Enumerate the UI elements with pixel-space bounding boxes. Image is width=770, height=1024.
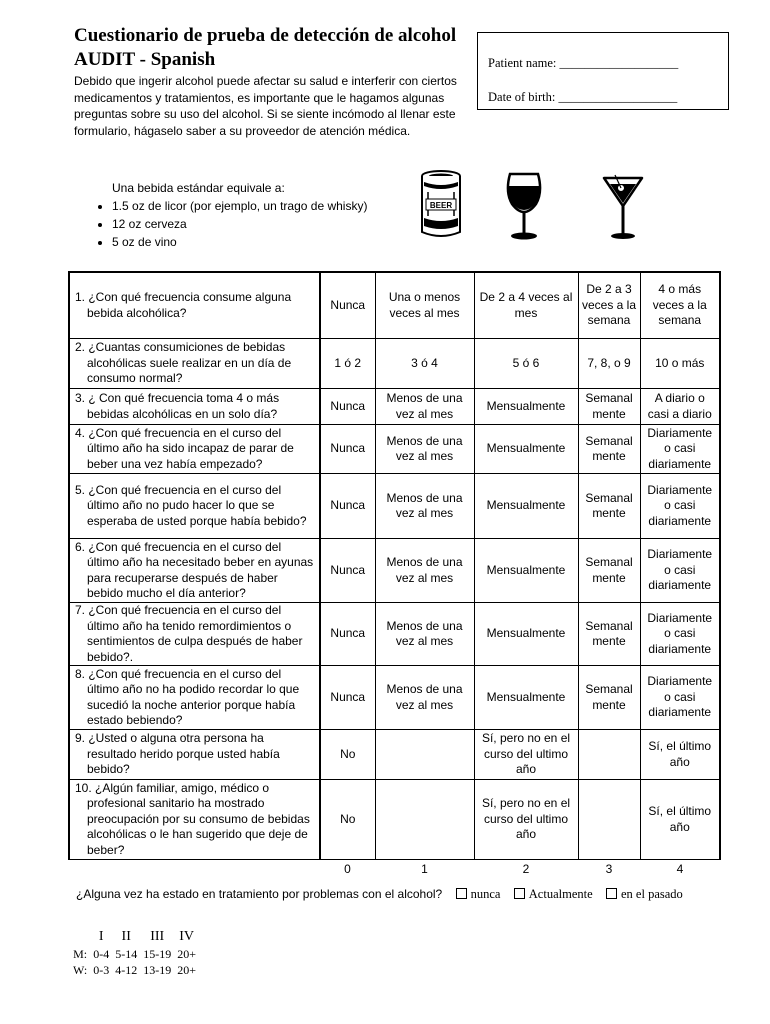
answer-option (578, 730, 640, 780)
patient-info-box (477, 32, 729, 110)
answer-option[interactable]: 5 ó 6 (474, 339, 578, 389)
answer-option[interactable]: 10 o más (640, 339, 720, 389)
answer-option[interactable]: De 2 a 4 veces al mes (474, 272, 578, 339)
answer-option (578, 780, 640, 860)
answer-option[interactable]: Menos de una vez al mes (375, 474, 474, 539)
answer-option[interactable]: Diariamente o casi diariamente (640, 539, 720, 603)
answer-option[interactable]: Menos de una vez al mes (375, 603, 474, 666)
treatment-option-never[interactable]: nunca (456, 887, 501, 901)
beer-can-icon (418, 168, 464, 242)
answer-option[interactable]: 4 o más veces a la semana (640, 272, 720, 339)
answer-option[interactable]: De 2 a 3 veces a la semana (578, 272, 640, 339)
checkbox[interactable] (606, 888, 617, 899)
question-row (69, 339, 720, 389)
date-of-birth-field[interactable]: Date of birth: ___________________ (488, 90, 678, 104)
answer-option[interactable]: Semanal mente (578, 603, 640, 666)
answer-option[interactable]: Mensualmente (474, 425, 578, 474)
treatment-option-past[interactable]: en el pasado (606, 887, 683, 901)
answer-option[interactable]: Diariamente o casi diariamente (640, 474, 720, 539)
question-row (69, 603, 720, 666)
checkbox[interactable] (514, 888, 525, 899)
question-text: 5. ¿Con qué frecuencia en el curso del último año no pudo hacer lo que se esperaba de usted porque había bebido? (75, 482, 307, 528)
answer-option[interactable]: Sí, pero no en el curso del ultimo año (474, 730, 578, 780)
answer-option (375, 730, 474, 780)
answer-option (375, 780, 474, 860)
question-text-cell (69, 389, 320, 425)
wine-glass-icon (503, 170, 545, 242)
answer-option[interactable]: 3 ó 4 (375, 339, 474, 389)
answer-option[interactable]: No (320, 730, 375, 780)
answer-option[interactable]: Sí, el último año (640, 780, 720, 860)
answer-option[interactable]: Diariamente o casi diariamente (640, 425, 720, 474)
question-row (69, 666, 720, 730)
answer-option[interactable]: 7, 8, o 9 (578, 339, 640, 389)
zone-header: II (121, 929, 131, 944)
question-row (69, 272, 720, 339)
answer-option[interactable]: Nunca (320, 603, 375, 666)
scale-row-men: M: 0-4 5-14 15-19 20+ (70, 946, 199, 962)
score-spacer (69, 860, 320, 879)
answer-option[interactable]: Diariamente o casi diariamente (640, 666, 720, 730)
page-title: Cuestionario de prueba de detección de alcohol AUDIT - Spanish (74, 25, 457, 70)
answer-option[interactable]: Mensualmente (474, 474, 578, 539)
question-text: 2. ¿Cuantas consumiciones de bebidas alcohólicas suele realizar en un día de consumo normal? (75, 340, 292, 386)
question-text: 1. ¿Con qué frecuencia consume alguna bebida alcohólica? (75, 290, 292, 320)
cocktail-glass-icon (601, 172, 645, 242)
standard-drink-section (92, 179, 367, 251)
score-value: 3 (605, 862, 613, 877)
answer-option[interactable]: 1 ó 2 (320, 339, 375, 389)
answer-option[interactable]: Nunca (320, 539, 375, 603)
checkbox[interactable] (456, 888, 467, 899)
answer-option[interactable]: Nunca (320, 425, 375, 474)
risk-zone-scale (70, 929, 199, 978)
list-item: • 1.5 oz de licor (por ejemplo, un trago de whisky) (112, 197, 367, 215)
zone-header: IV (179, 929, 194, 944)
answer-option[interactable]: Mensualmente (474, 539, 578, 603)
answer-option[interactable]: No (320, 780, 375, 860)
question-text: 4. ¿Con qué frecuencia en el curso del último año ha sido incapaz de parar de beber una vez había empezado? (75, 425, 294, 471)
answer-option[interactable]: Semanal mente (578, 474, 640, 539)
question-text-cell (69, 339, 320, 389)
score-value: 2 (522, 862, 530, 877)
question-text-cell (69, 474, 320, 539)
answer-option[interactable]: Nunca (320, 272, 375, 339)
answer-option[interactable]: Semanal mente (578, 666, 640, 730)
answer-option[interactable]: Semanal mente (578, 425, 640, 474)
answer-option[interactable]: Mensualmente (474, 666, 578, 730)
treatment-question-text: ¿Alguna vez ha estado en tratamiento por problemas con el alcohol? (76, 887, 443, 901)
beer-can-label: BEER (429, 201, 453, 210)
score-value: 4 (676, 862, 684, 877)
answer-option[interactable]: Mensualmente (474, 389, 578, 425)
score-row (69, 860, 720, 879)
question-text-cell (69, 666, 320, 730)
answer-option[interactable]: Una o menos veces al mes (375, 272, 474, 339)
question-text: 3. ¿ Con qué frecuencia toma 4 o más bebidas alcohólicas en un solo día? (75, 391, 280, 421)
answer-option[interactable]: Nunca (320, 666, 375, 730)
treatment-option-currently[interactable]: Actualmente (514, 887, 593, 901)
question-row (69, 780, 720, 860)
answer-option[interactable]: Mensualmente (474, 603, 578, 666)
question-text: 8. ¿Con qué frecuencia en el curso del último año no ha podido recordar lo que sucedió la noche anterior porque había estado bebiendo? (75, 666, 300, 727)
patient-name-field[interactable]: Patient name: ___________________ (488, 56, 679, 70)
score-value: 0 (344, 862, 351, 877)
answer-option[interactable]: Menos de una vez al mes (375, 539, 474, 603)
zone-header: III (150, 929, 165, 944)
row-label: W: (73, 963, 88, 977)
question-row (69, 474, 720, 539)
question-text: 9. ¿Usted o alguna otra persona ha resultado herido porque usted había bebido? (75, 731, 280, 777)
answer-option[interactable]: Semanal mente (578, 539, 640, 603)
question-row (69, 425, 720, 474)
question-row (69, 730, 720, 780)
intro-paragraph: Debido que ingerir alcohol puede afectar su salud e interferir con ciertos medicamentos y tratamientos, es importante que le hagamos algunas preguntas sobre su uso del alcohol. Si se siente incómodo al llenar este formulario, hágaselo saber a su proveedor de atención médica. (74, 74, 457, 138)
question-text: 10. ¿Algún familiar, amigo, médico o profesional sanitario ha mostrado preocupación por su consumo de bebidas alcohólicas o le han sugerido que deje de beber? (75, 780, 310, 857)
question-text-cell (69, 780, 320, 860)
answer-option[interactable]: Nunca (320, 474, 375, 539)
question-text-cell (69, 730, 320, 780)
answer-option[interactable]: Sí, el último año (640, 730, 720, 780)
scale-row-women: W: 0-3 4-12 13-19 20+ (70, 962, 199, 978)
question-row (69, 389, 720, 425)
question-text: 6. ¿Con qué frecuencia en el curso del último año ha necesitado beber en ayunas para recuperarse después de haber bebido mucho el día anterior? (75, 539, 314, 600)
row-label: M: (73, 947, 88, 961)
question-text-cell (69, 603, 320, 666)
question-row (69, 539, 720, 603)
zone-header: I (98, 929, 104, 944)
answer-option[interactable]: Menos de una vez al mes (375, 389, 474, 425)
answer-option[interactable]: A diario o casi a diario (640, 389, 720, 425)
answer-option[interactable]: Sí, pero no en el curso del ultimo año (474, 780, 578, 860)
score-value: 1 (421, 862, 428, 877)
answer-option[interactable]: Diariamente o casi diariamente (640, 603, 720, 666)
standard-drink-list (92, 197, 367, 251)
audit-questionnaire-table (68, 271, 721, 878)
answer-option[interactable]: Semanal mente (578, 389, 640, 425)
standard-drink-lead: Una bebida estándar equivale a: (112, 181, 285, 195)
answer-option[interactable]: Menos de una vez al mes (375, 666, 474, 730)
list-item: • 12 oz cerveza (112, 215, 367, 233)
question-text-cell (69, 539, 320, 603)
answer-option[interactable]: Menos de una vez al mes (375, 425, 474, 474)
scale-header-row (70, 929, 199, 946)
question-text: 7. ¿Con qué frecuencia en el curso del último año ha tenido remordimientos o sentimientos de culpa después de haber bebido?. (75, 603, 303, 664)
treatment-question (76, 887, 683, 902)
question-text-cell (69, 425, 320, 474)
list-item: • 5 oz de vino (112, 233, 367, 251)
question-text-cell (69, 272, 320, 339)
answer-option[interactable]: Nunca (320, 389, 375, 425)
